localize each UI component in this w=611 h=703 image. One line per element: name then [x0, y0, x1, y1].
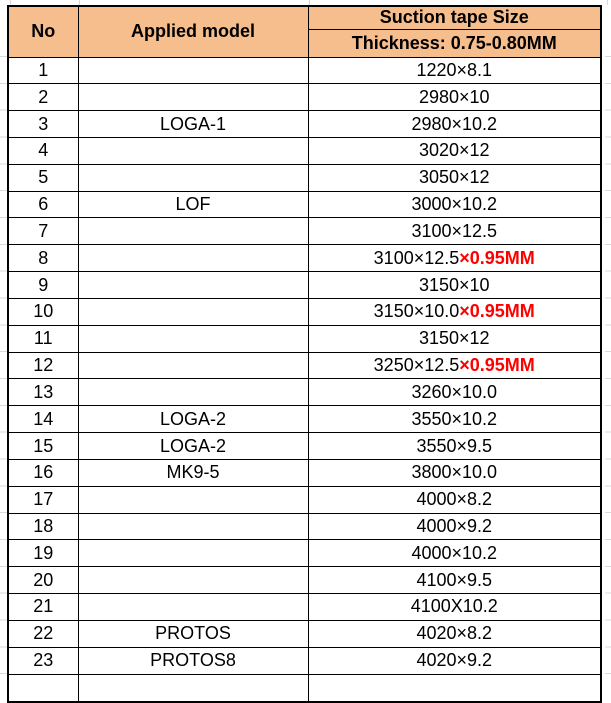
size-cell[interactable]: [308, 137, 601, 164]
size-value: 3260×10.0: [411, 381, 498, 402]
no-cell[interactable]: 21: [8, 594, 78, 621]
no-cell[interactable]: 4: [8, 137, 78, 164]
size-cell[interactable]: [308, 379, 601, 406]
size-value: 3550×9.5: [416, 435, 493, 456]
model-cell[interactable]: [78, 325, 308, 352]
no-cell[interactable]: 22: [8, 620, 78, 647]
model-cell[interactable]: [78, 540, 308, 567]
table-row: [8, 540, 601, 567]
size-cell[interactable]: [308, 486, 601, 513]
model-cell[interactable]: LOGA-2: [78, 406, 308, 433]
model-cell[interactable]: [78, 513, 308, 540]
size-value: 4100X10.2: [410, 596, 498, 617]
no-cell[interactable]: 8: [8, 245, 78, 272]
no-cell[interactable]: 19: [8, 540, 78, 567]
size-value: 3020×12: [418, 140, 490, 161]
no-cell[interactable]: 17: [8, 486, 78, 513]
size-value: 3250×12.5: [373, 355, 460, 376]
size-cell[interactable]: [308, 594, 601, 621]
size-value: 4020×8.2: [416, 623, 493, 644]
size-cell[interactable]: [308, 433, 601, 460]
table-body: [8, 57, 601, 674]
model-cell[interactable]: [78, 567, 308, 594]
size-value: 4100×9.5: [416, 569, 493, 590]
no-cell[interactable]: 14: [8, 406, 78, 433]
size-thickness-highlight: ×0.95MM: [459, 355, 535, 376]
size-cell[interactable]: [308, 245, 601, 272]
size-value: 3150×10: [418, 274, 490, 295]
partial-row: [8, 674, 601, 702]
table-header: [8, 6, 601, 57]
size-value: 1220×8.1: [416, 59, 493, 80]
no-cell[interactable]: 10: [8, 298, 78, 325]
table-row: [8, 191, 601, 218]
size-value: 3150×12: [418, 328, 490, 349]
size-cell[interactable]: [308, 57, 601, 84]
size-cell[interactable]: [308, 218, 601, 245]
size-cell[interactable]: [308, 298, 601, 325]
model-cell[interactable]: [78, 486, 308, 513]
size-value: 3000×10.2: [411, 194, 498, 215]
size-value: 3100×12.5: [373, 247, 460, 268]
size-cell[interactable]: [308, 674, 601, 702]
no-cell[interactable]: 9: [8, 272, 78, 299]
model-cell[interactable]: LOGA-1: [78, 111, 308, 138]
model-cell[interactable]: PROTOS: [78, 620, 308, 647]
size-cell[interactable]: [308, 647, 601, 674]
model-cell[interactable]: PROTOS8: [78, 647, 308, 674]
gridline-left-margin: [0, 56, 7, 680]
table-row: [8, 567, 601, 594]
no-cell[interactable]: 6: [8, 191, 78, 218]
no-cell[interactable]: 16: [8, 459, 78, 486]
model-cell[interactable]: [78, 218, 308, 245]
size-thickness-highlight: ×0.95MM: [459, 247, 535, 268]
size-cell[interactable]: [308, 84, 601, 111]
no-cell[interactable]: 15: [8, 433, 78, 460]
model-cell[interactable]: [78, 137, 308, 164]
size-cell[interactable]: [308, 620, 601, 647]
model-cell[interactable]: LOF: [78, 191, 308, 218]
size-value: 3550×10.2: [411, 408, 498, 429]
header-no[interactable]: No: [8, 6, 78, 57]
table-row: [8, 513, 601, 540]
table-row: [8, 137, 601, 164]
header-size-group[interactable]: Suction tape Size: [308, 6, 601, 29]
table-partial: [8, 674, 601, 702]
size-cell[interactable]: [308, 325, 601, 352]
table-row: [8, 433, 601, 460]
no-cell[interactable]: 1: [8, 57, 78, 84]
no-cell[interactable]: 20: [8, 567, 78, 594]
size-value: 4000×8.2: [416, 489, 493, 510]
table-row: [8, 111, 601, 138]
model-cell[interactable]: [78, 57, 308, 84]
size-cell[interactable]: [308, 513, 601, 540]
model-cell[interactable]: [78, 164, 308, 191]
model-cell[interactable]: [78, 352, 308, 379]
table-row: [8, 164, 601, 191]
model-cell[interactable]: [78, 379, 308, 406]
size-value: 3100×12.5: [411, 220, 498, 241]
size-cell[interactable]: [308, 406, 601, 433]
table-row: [8, 325, 601, 352]
no-cell[interactable]: 23: [8, 647, 78, 674]
no-cell[interactable]: 5: [8, 164, 78, 191]
size-cell[interactable]: [308, 459, 601, 486]
table-row: [8, 218, 601, 245]
table-row: [8, 57, 601, 84]
table-row: [8, 245, 601, 272]
size-thickness-highlight: ×0.95MM: [459, 301, 535, 322]
size-value: 2980×10: [418, 86, 490, 107]
header-size-thickness[interactable]: Thickness: 0.75-0.80MM: [308, 29, 601, 57]
table-row: [8, 459, 601, 486]
header-applied-model[interactable]: Applied model: [78, 6, 308, 57]
table-row: [8, 486, 601, 513]
no-cell[interactable]: [8, 674, 78, 702]
model-cell[interactable]: [78, 272, 308, 299]
suction-tape-table: [7, 5, 602, 703]
model-cell[interactable]: [78, 674, 308, 702]
no-cell[interactable]: 7: [8, 218, 78, 245]
model-cell[interactable]: LOGA-2: [78, 433, 308, 460]
header-row-1: [8, 6, 601, 29]
no-cell[interactable]: 3: [8, 111, 78, 138]
size-cell[interactable]: [308, 540, 601, 567]
model-cell[interactable]: [78, 84, 308, 111]
table-row: [8, 352, 601, 379]
size-value: 4000×10.2: [411, 542, 498, 563]
table-row: [8, 594, 601, 621]
size-value: 3150×10.0: [373, 301, 460, 322]
model-cell[interactable]: [78, 245, 308, 272]
gridline-right-margin: [605, 56, 611, 680]
table-row: [8, 272, 601, 299]
size-cell[interactable]: [308, 191, 601, 218]
size-value: 3800×10.0: [411, 462, 498, 483]
table-row: [8, 298, 601, 325]
size-value: 2980×10.2: [411, 113, 498, 134]
no-cell[interactable]: 11: [8, 325, 78, 352]
no-cell[interactable]: 13: [8, 379, 78, 406]
size-value: 4020×9.2: [416, 650, 493, 671]
size-value: 4000×9.2: [416, 515, 493, 536]
size-value: 3050×12: [418, 167, 490, 188]
size-cell[interactable]: [308, 164, 601, 191]
no-cell[interactable]: 12: [8, 352, 78, 379]
model-cell[interactable]: [78, 298, 308, 325]
model-cell[interactable]: MK9-5: [78, 459, 308, 486]
gridline-tick: [607, 0, 608, 5]
table-row: [8, 620, 601, 647]
table-row: [8, 647, 601, 674]
table-row: [8, 84, 601, 111]
size-cell[interactable]: [308, 272, 601, 299]
table-row: [8, 406, 601, 433]
size-cell[interactable]: [308, 352, 601, 379]
no-cell[interactable]: 18: [8, 513, 78, 540]
no-cell[interactable]: 2: [8, 84, 78, 111]
size-cell[interactable]: [308, 567, 601, 594]
table-row: [8, 379, 601, 406]
model-cell[interactable]: [78, 594, 308, 621]
size-cell[interactable]: [308, 111, 601, 138]
